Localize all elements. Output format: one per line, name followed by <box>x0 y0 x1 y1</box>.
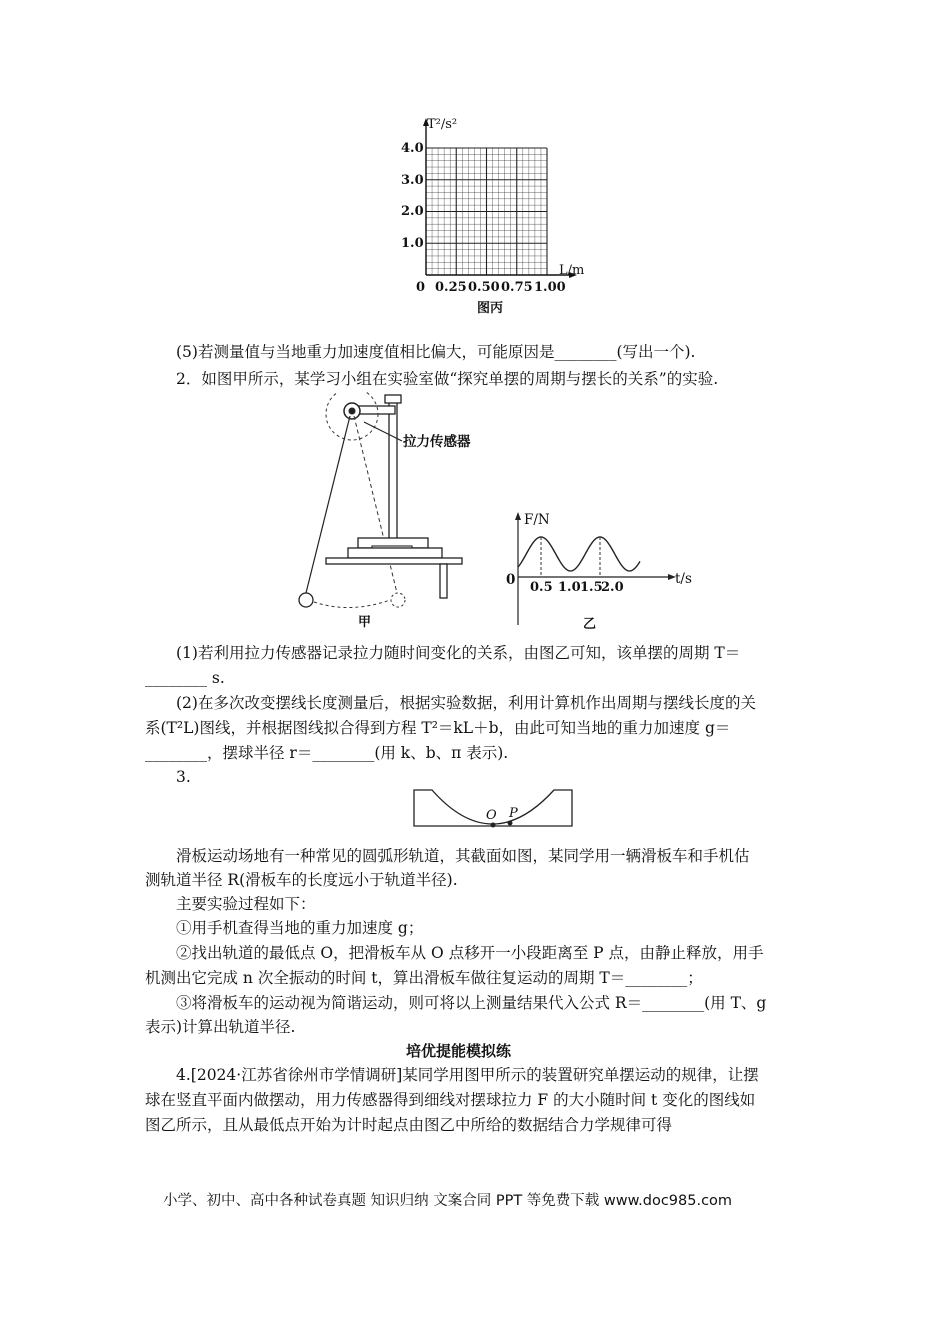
graph-bing-ytick: 2.0 <box>401 204 424 219</box>
q3-line-3: 主要实验过程如下： <box>176 895 316 913</box>
graph-yi-xtick: 1.5 <box>580 580 603 595</box>
graph-yi-xtick: 0.5 <box>530 580 553 595</box>
graph-bing-xtick: 0.50 <box>468 280 500 295</box>
q3-number: 3. <box>176 768 191 786</box>
graph-yi-origin: 0 <box>506 572 516 588</box>
graph-yi-xlabel: t/s <box>675 571 692 587</box>
graph-yi-xtick: 1.0 <box>558 580 581 595</box>
label-o: O <box>486 808 497 823</box>
graph-yi-ylabel: F/N <box>524 512 550 528</box>
q2-intro: 2．如图甲所示，某学习小组在实验室做“探究单摆的周期与摆长的关系”的实验. <box>176 370 719 388</box>
q2-part1-a: (1)若利用拉力传感器记录拉力随时间变化的关系，由图乙可知，该单摆的周期 T＝ <box>176 644 741 662</box>
stand-base <box>348 548 442 558</box>
graph-bing <box>395 112 595 322</box>
graph-bing-ytick: 1.0 <box>401 236 424 251</box>
sensor-label: 拉力传感器 <box>403 434 471 450</box>
graph-bing-ytick: 3.0 <box>401 173 424 188</box>
graph-bing-caption: 图丙 <box>477 301 504 316</box>
q3-line-6: 机测出它完成 n 次全振动的时间 t，算出滑板车做往复运动的周期 T＝________； <box>145 969 703 987</box>
q2-part2-c: ________，摆球半径 r＝________(用 k、b、π 表示). <box>145 744 509 762</box>
graph-bing-xtick: 0 <box>416 280 426 295</box>
section-title: 培优提能模拟练 <box>406 1042 512 1060</box>
caption-yi: 乙 <box>583 617 597 632</box>
swing-arc <box>314 600 390 608</box>
q4-line-1: 4.[2024·江苏省徐州市学情调研]某同学用图甲所示的装置研究单摆运动的规律，让摆 <box>176 1066 759 1084</box>
pendulum-bob-ghost <box>391 593 405 607</box>
graph-bing-xlabel: L/m <box>559 263 585 278</box>
table-top <box>326 558 462 564</box>
q3-line-1: 滑板运动场地有一种常见的圆弧形轨道，其截面如图，某同学用一辆滑板车和手机估 <box>176 847 750 865</box>
graph-yi-xtick: 2.0 <box>601 580 624 595</box>
graph-bing-ylabel: T²/s² <box>427 117 458 132</box>
stand-rod-top <box>385 395 401 403</box>
graph-bing-xtick: 0.25 <box>435 280 467 295</box>
q3-line-5: ②找出轨道的最低点 O，把滑板车从 O 点移开一小段距离至 P 点，由静止释放，用手 <box>176 944 764 962</box>
q2-part1-b: ________ s. <box>145 669 225 687</box>
graph-yi-y-arrow <box>515 512 521 520</box>
q3-line-4: ①用手机查得当地的重力加速度 g； <box>176 919 424 937</box>
q3-line-8: 表示)计算出轨道半径. <box>145 1018 296 1036</box>
q3-line-7: ③将滑板车的运动视为简谐运动，则可将以上测量结果代入公式 R＝________(用 T、g <box>176 994 767 1012</box>
q4-line-2: 球在竖直平面内做摆动，用力传感器得到细线对摆球拉力 F 的大小随时间 t 变化的图线如 <box>145 1091 756 1109</box>
stand-rod <box>389 397 397 547</box>
pendulum-string <box>306 416 350 593</box>
q3-line-2: 测轨道半径 R(滑板车的长度远小于轨道半径). <box>145 871 458 889</box>
label-p: P <box>509 806 518 821</box>
q1-part5: (5)若测量值与当地重力加速度值相比偏大，可能原因是________(写出一个). <box>176 343 696 361</box>
pendulum-bob <box>299 593 313 607</box>
graph-bing-xtick: 1.00 <box>534 280 566 295</box>
table-leg <box>440 564 447 598</box>
graph-bing-ytick: 4.0 <box>401 141 424 156</box>
figure-jia-apparatus <box>290 392 470 632</box>
caption-jia: 甲 <box>358 615 372 630</box>
q2-part2-b: 系(T²L)图线，并根据图线拟合得到方程 T²＝kL＋b，由此可知当地的重力加速度 g＝ <box>145 719 731 737</box>
sensor-clamp-inner <box>349 408 356 415</box>
graph-bing-xtick: 0.75 <box>501 280 533 295</box>
q2-part2-a: (2)在多次改变摆线长度测量后，根据实验数据，利用计算机作出周期与摆线长度的关 <box>176 694 756 712</box>
footer: 小学、初中、高中各种试卷真题 知识归纳 文案合同 PPT 等免费下载 www.doc985.com <box>163 1193 733 1209</box>
graph-yi-curve <box>518 537 640 571</box>
q4-line-3: 图乙所示，且从最低点开始为计时起点由图乙中所给的数据结合力学规律可得 <box>145 1116 673 1134</box>
